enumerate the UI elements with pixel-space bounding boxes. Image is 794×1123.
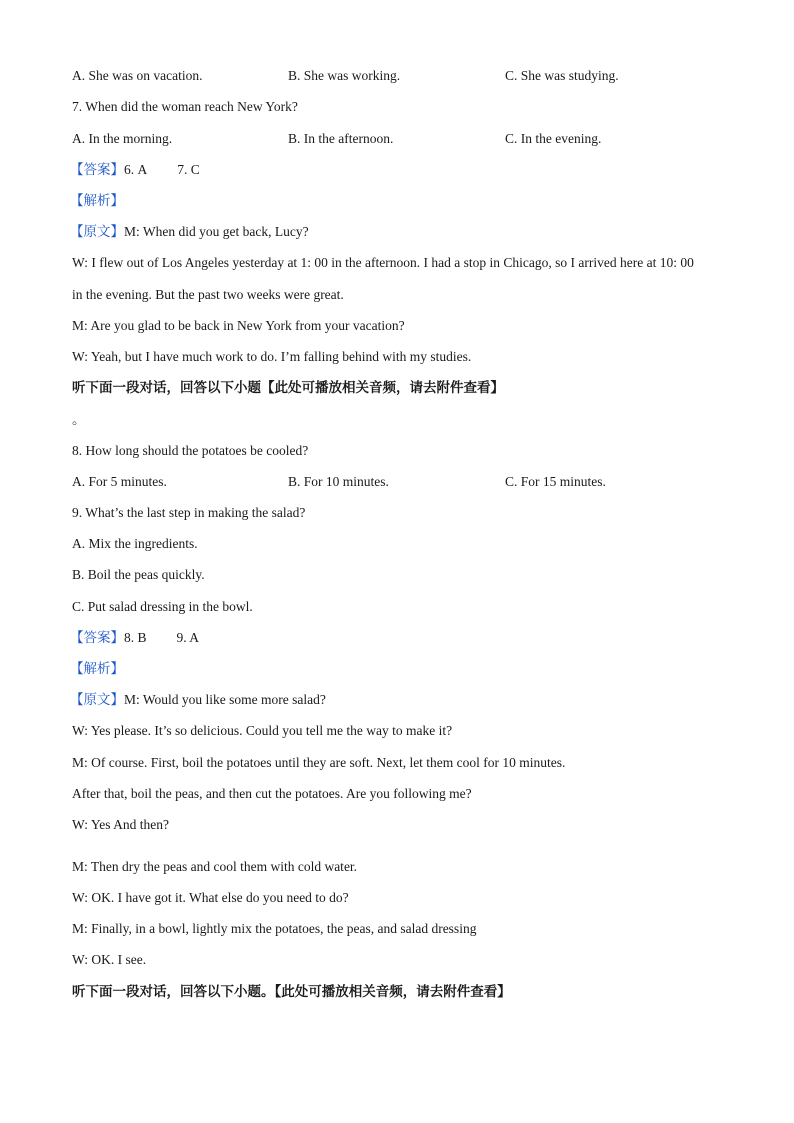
dialogue-line: W: OK. I have got it. What else do you need to do? <box>72 890 349 905</box>
dialogue-line: M: Would you like some more salad? <box>124 692 326 707</box>
q7-option-c: C. In the evening. <box>505 131 602 146</box>
q7-option-b: B. In the afternoon. <box>288 131 394 146</box>
transcript-line-2 <box>70 691 326 709</box>
dialogue-line: M: Finally, in a bowl, lightly mix the potatoes, the peas, and salad dressing <box>72 921 477 936</box>
stray-mark: 。 <box>72 412 86 427</box>
dialogue-line: W: Yeah, but I have much work to do. I’m falling behind with my studies. <box>72 349 472 364</box>
answer-9: 9. A <box>176 630 200 645</box>
dialogue-line: W: OK. I see. <box>72 952 147 967</box>
answer-8: 8. B <box>124 630 147 645</box>
section-header: 听下面一段对话，回答以下小题【此处可播放相关音频，请去附件查看】 <box>72 380 504 396</box>
dialogue-line: W: I flew out of Los Angeles yesterday at 1: 00 in the afternoon. I had a stop in Chicago, so I arrived here at 10: 00 <box>72 255 694 270</box>
dialogue-line: After that, boil the peas, and then cut the potatoes. Are you following me? <box>72 786 472 801</box>
answer-tag: 【答案】 <box>70 630 124 646</box>
q9-option-b: B. Boil the peas quickly. <box>72 567 205 582</box>
section-header: 听下面一段对话，回答以下小题。【此处可播放相关音频，请去附件查看】 <box>72 984 511 1000</box>
answer-tag: 【答案】 <box>70 162 124 178</box>
q8-option-a: A. For 5 minutes. <box>72 474 167 489</box>
analysis-tag-2: 【解析】 <box>70 661 124 677</box>
q9-option-c: C. Put salad dressing in the bowl. <box>72 599 253 614</box>
q8-question: 8. How long should the potatoes be cooled? <box>72 443 309 458</box>
dialogue-line: M: Then dry the peas and cool them with cold water. <box>72 859 358 874</box>
answer-7: 7. C <box>177 162 200 177</box>
q7-question: 7. When did the woman reach New York? <box>72 99 298 114</box>
answer-6: 6. A <box>124 162 148 177</box>
q7-option-a: A. In the morning. <box>72 131 173 146</box>
q8-option-b: B. For 10 minutes. <box>288 474 389 489</box>
q9-option-a: A. Mix the ingredients. <box>72 536 198 551</box>
q8-option-c: C. For 15 minutes. <box>505 474 606 489</box>
dialogue-line: M: Of course. First, boil the potatoes until they are soft. Next, let them cool for 10 minutes. <box>72 755 566 770</box>
transcript-tag: 【原文】 <box>70 692 124 708</box>
answer-line-1 <box>70 161 200 179</box>
q6-option-c: C. She was studying. <box>505 68 619 83</box>
transcript-line-1 <box>70 223 309 241</box>
dialogue-line: W: Yes please. It’s so delicious. Could you tell me the way to make it? <box>72 723 453 738</box>
dialogue-line: in the evening. But the past two weeks were great. <box>72 287 344 302</box>
analysis-tag-1: 【解析】 <box>70 193 124 209</box>
q9-question: 9. What’s the last step in making the salad? <box>72 505 306 520</box>
dialogue-line: M: When did you get back, Lucy? <box>124 224 309 239</box>
transcript-tag: 【原文】 <box>70 224 124 240</box>
q6-option-b: B. She was working. <box>288 68 401 83</box>
dialogue-line: W: Yes And then? <box>72 817 169 832</box>
answer-line-2 <box>70 629 199 647</box>
dialogue-line: M: Are you glad to be back in New York from your vacation? <box>72 318 405 333</box>
q6-option-a: A. She was on vacation. <box>72 68 203 83</box>
